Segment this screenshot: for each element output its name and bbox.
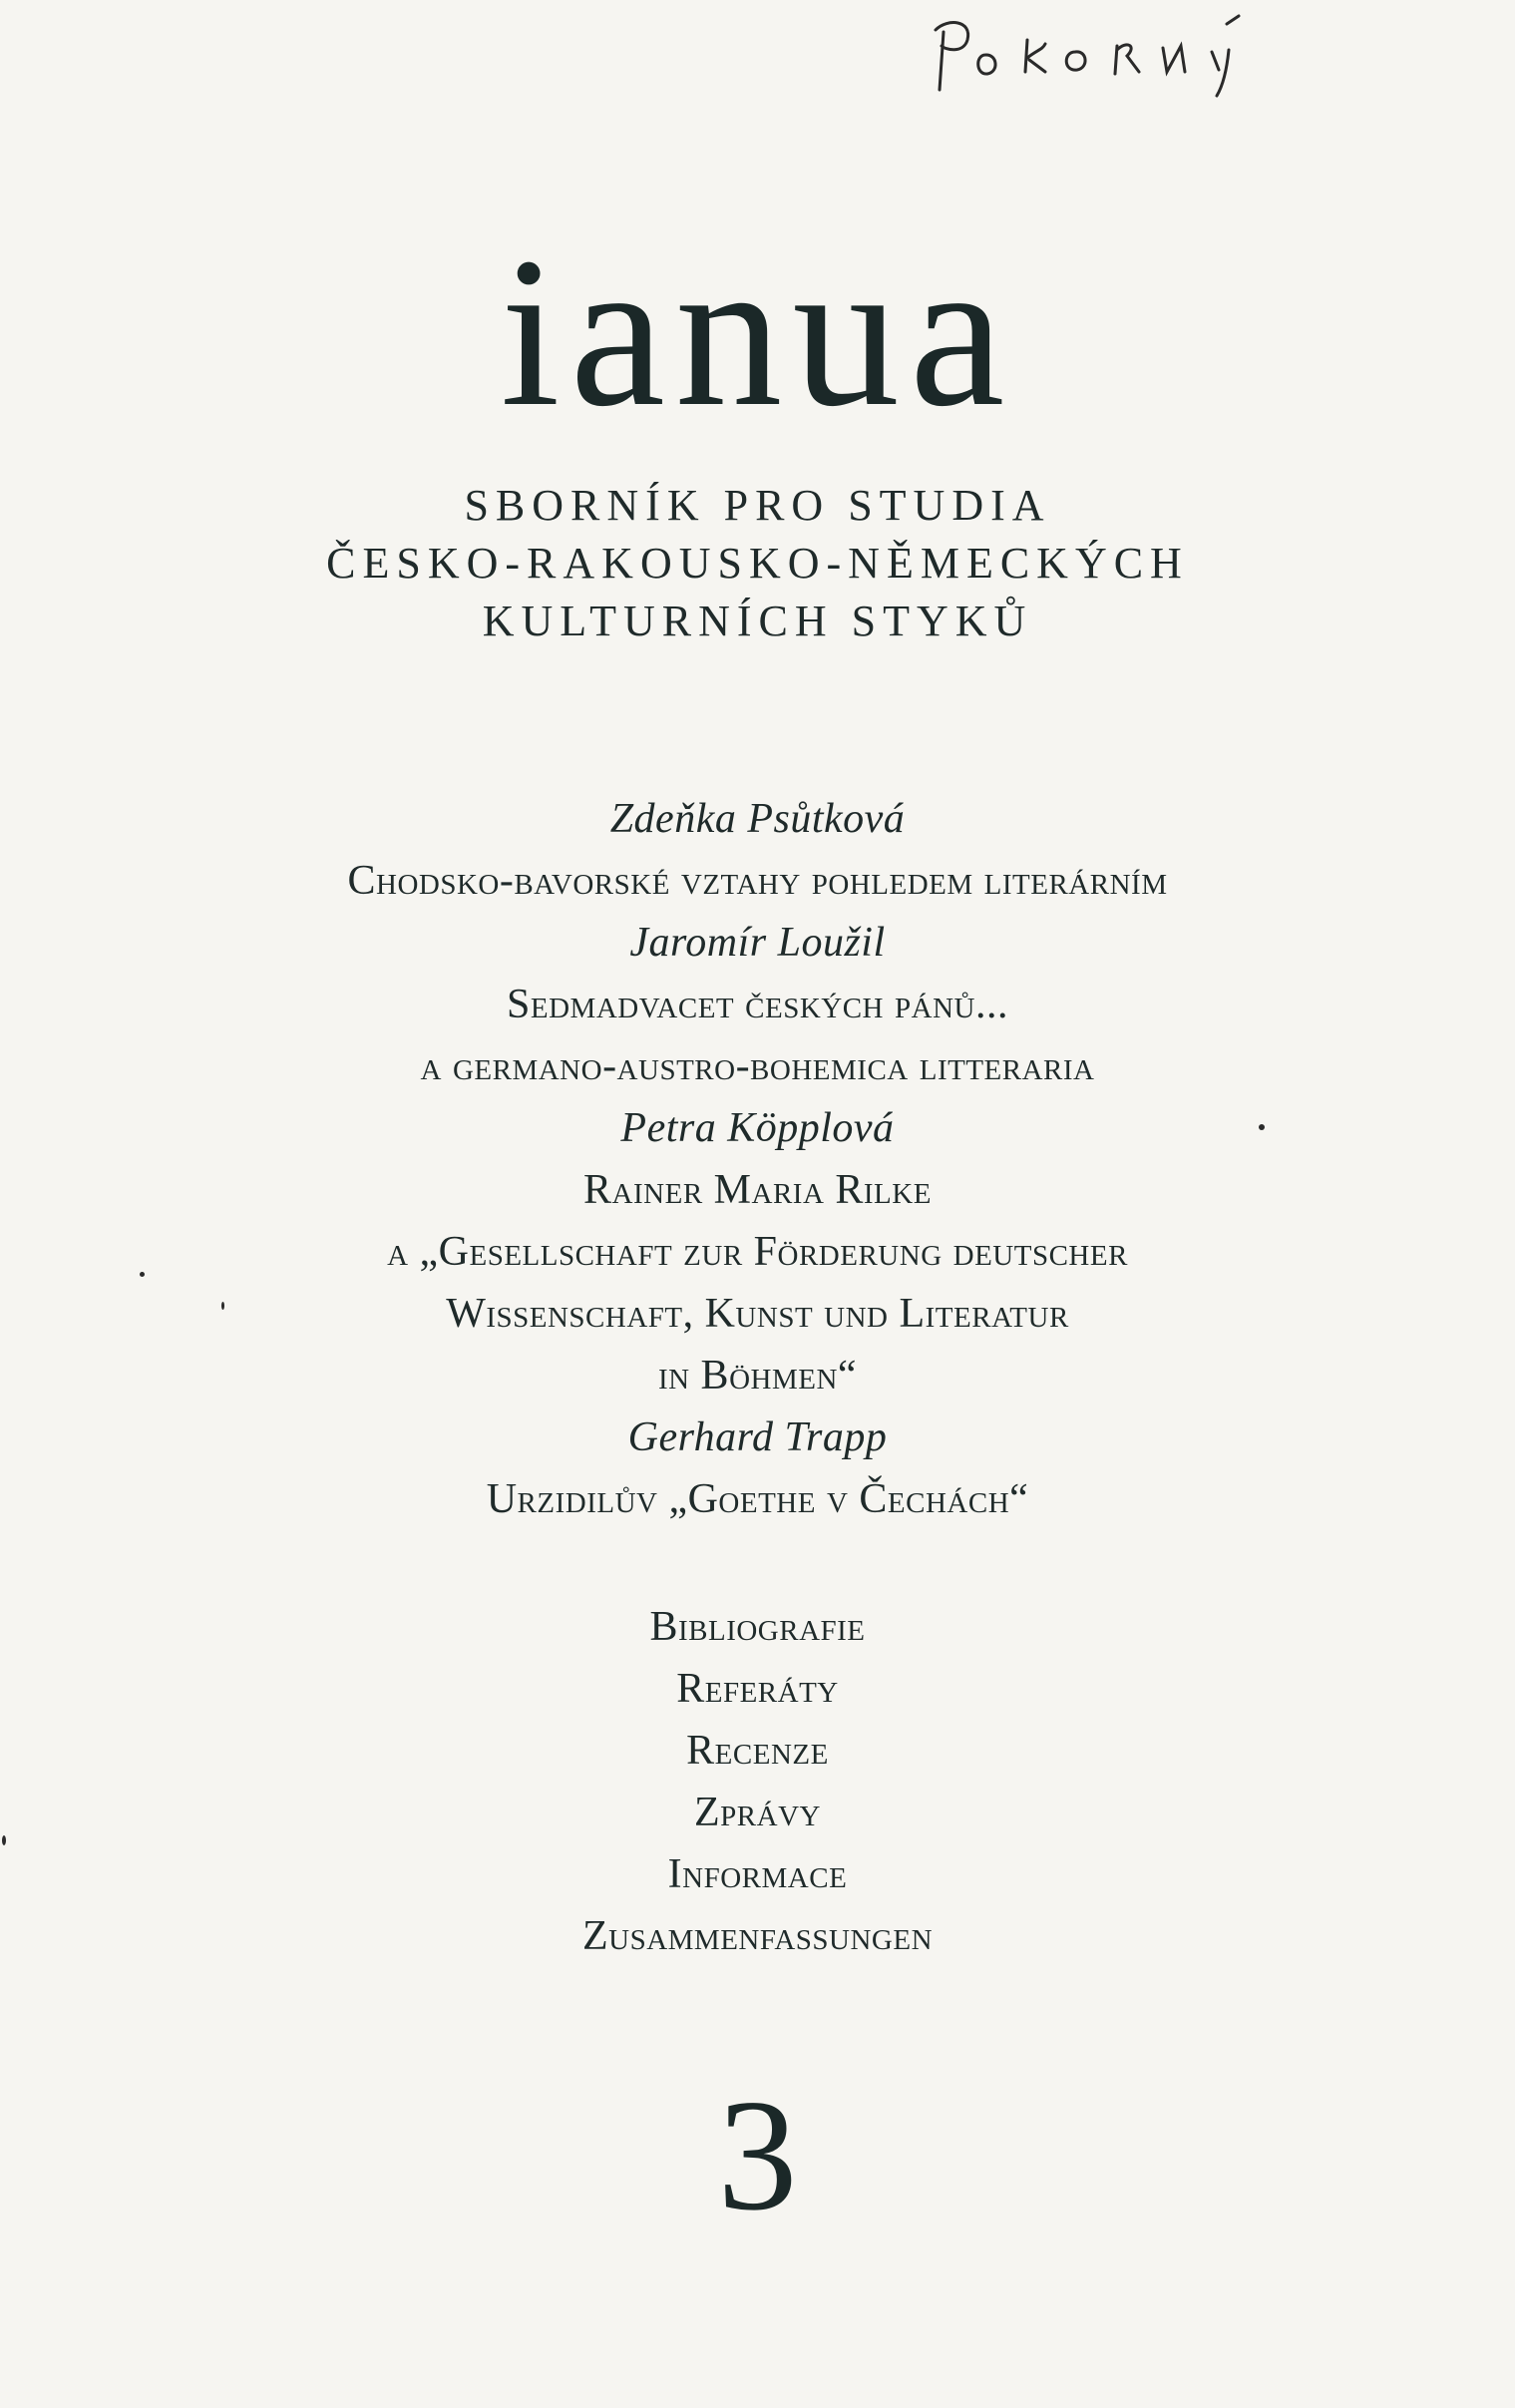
article-title: Sedmadvacet českých pánů... xyxy=(507,982,1008,1027)
section-item: Recenze xyxy=(686,1728,829,1774)
subtitle-line: ČESKO-RAKOUSKO-NĚMECKÝCH xyxy=(326,539,1189,588)
article-title: Chodsko-bavorské vztahy pohledem literárním xyxy=(347,858,1168,904)
article-title: Wissenschaft, Kunst und Literatur xyxy=(446,1291,1069,1337)
section-item: Informace xyxy=(667,1851,848,1897)
paper-speck xyxy=(1259,1124,1265,1130)
section-item: Referáty xyxy=(676,1666,839,1712)
article-title: a germano-austro-bohemica litteraria xyxy=(420,1043,1095,1089)
article-title: Urzidilův „Goethe v Čechách“ xyxy=(486,1476,1029,1522)
article-title: a „Gesellschaft zur Förderung deutscher xyxy=(387,1229,1128,1275)
paper-speck xyxy=(221,1302,224,1310)
journal-subtitle xyxy=(0,477,1515,650)
section-item: Bibliografie xyxy=(649,1604,866,1650)
paper-speck xyxy=(2,1835,6,1845)
journal-title: ianua xyxy=(500,212,1015,451)
article-author: Gerhard Trapp xyxy=(627,1414,888,1460)
handwritten-signature xyxy=(928,10,1307,100)
article-author: Jaromír Loužil xyxy=(629,920,886,966)
paper-speck xyxy=(140,1272,145,1277)
section-item: Zprávy xyxy=(694,1790,821,1835)
subtitle-line: KULTURNÍCH STYKŮ xyxy=(482,597,1033,645)
article-title: Rainer Maria Rilke xyxy=(583,1167,932,1213)
issue-number: 3 xyxy=(717,2066,798,2243)
section-item: Zusammenfassungen xyxy=(581,1913,934,1959)
section-list xyxy=(0,1596,1515,1967)
article-author: Petra Köpplová xyxy=(620,1105,895,1151)
subtitle-line: SBORNÍK PRO STUDIA xyxy=(464,481,1051,530)
article-author: Zdeňka Psůtková xyxy=(609,796,906,842)
table-of-contents xyxy=(0,788,1515,1530)
article-title: in Böhmen“ xyxy=(657,1353,858,1399)
